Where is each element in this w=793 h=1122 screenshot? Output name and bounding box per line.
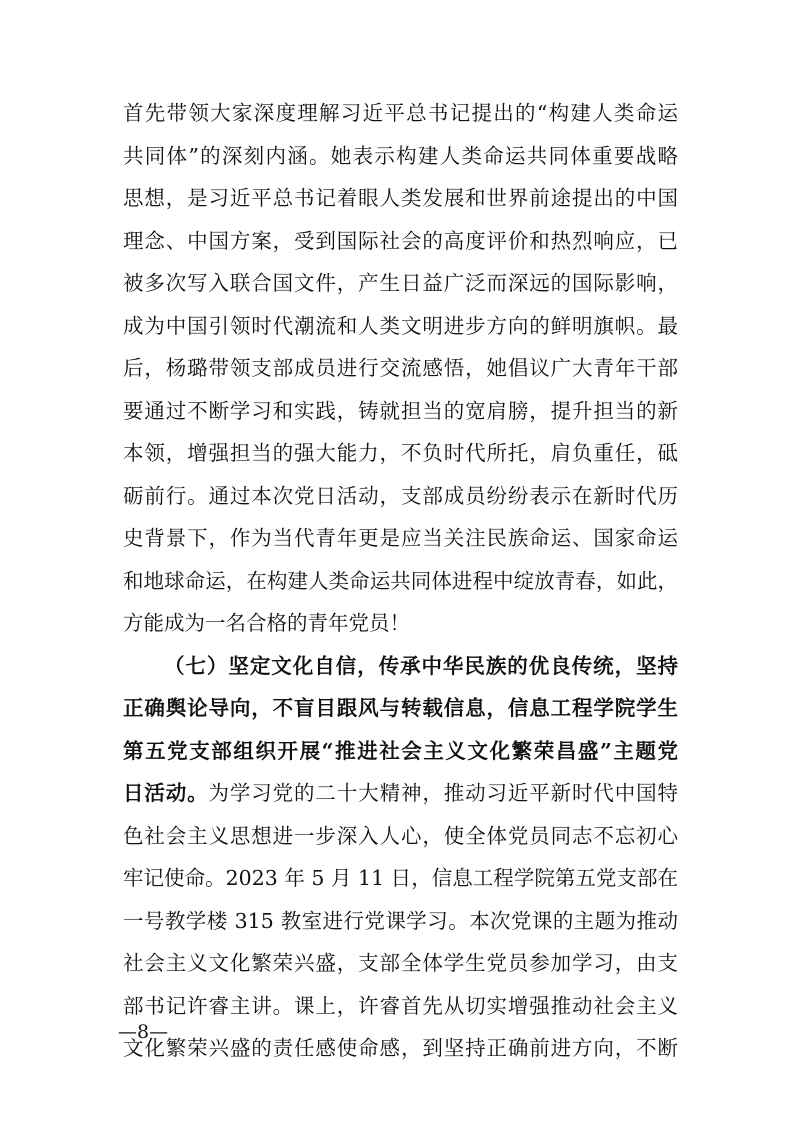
text-segment: 方能成为一名合格的青年党员！ <box>123 611 410 635</box>
text-line <box>123 730 678 773</box>
text-segment: 理念、中国方案，受到国际社会的高度评价和热烈响应，已 <box>123 228 678 253</box>
text-line <box>123 347 678 390</box>
text-line <box>123 857 678 900</box>
text-line <box>123 772 678 815</box>
text-line <box>123 220 678 263</box>
text-segment: 共同体”的深刻内涵。她表示构建人类命运共同体重要战略 <box>123 143 678 168</box>
text-line <box>123 560 678 603</box>
text-segment: 本领，增强担当的强大能力，不负时代所托，肩负重任，砥 <box>123 441 678 465</box>
page-number: —8— <box>118 1021 169 1043</box>
bold-text-segment: 正确舆论导向，不盲目跟风与转载信息，信息工程学院学生 <box>123 696 678 720</box>
text-line <box>123 1027 678 1070</box>
text-line <box>123 942 678 985</box>
text-segment: 被多次写入联合国文件，产生日益广泛而深远的国际影响， <box>123 271 678 295</box>
text-line <box>123 135 678 178</box>
text-line <box>123 985 678 1028</box>
text-segment: 色社会主义思想进一步深入人心，使全体党员同志不忘初心 <box>123 823 678 848</box>
text-segment: 要通过不断学习和实践，铸就担当的宽肩膀，提升担当的新 <box>123 398 678 423</box>
text-segment: 部书记许睿主讲。课上，许睿首先从切实增强推动社会主义 <box>123 993 678 1018</box>
bold-text-segment: 日活动。 <box>123 781 209 805</box>
text-line <box>123 687 678 730</box>
text-segment: 思想，是习近平总书记着眼人类发展和世界前途提出的中国 <box>123 186 678 210</box>
text-line <box>123 305 678 348</box>
text-segment: 文化繁荣兴盛的责任感使命感，到坚持正确前进方向，不断 <box>123 1036 678 1060</box>
text-line <box>123 645 678 688</box>
body-text <box>123 92 678 1070</box>
text-segment: 首先带领大家深度理解习近平总书记提出的“构建人类命运 <box>123 101 678 125</box>
text-line <box>123 262 678 305</box>
bold-text-segment: （七）坚定文化自信，传承中华民族的优良传统，坚持 <box>164 653 678 678</box>
text-segment: 社会主义文化繁荣兴盛，支部全体学生党员参加学习，由支 <box>123 951 678 975</box>
text-line <box>123 900 678 943</box>
text-segment: 和地球命运，在构建人类命运共同体进程中绽放青春，如此， <box>123 568 678 593</box>
bold-text-segment: 第五党支部组织开展“推进社会主义文化繁荣昌盛”主题党 <box>123 738 678 763</box>
text-segment: 为学习党的二十大精神，推动习近平新时代中国特 <box>208 781 678 805</box>
text-segment: 牢记使命。2023 年 5 月 11 日，信息工程学院第五党支部在 <box>123 866 678 890</box>
text-line <box>123 432 678 475</box>
text-segment: 后，杨璐带领支部成员进行交流感悟，她倡议广大青年干部 <box>123 356 678 380</box>
text-line <box>123 475 678 518</box>
text-segment: 一号教学楼 315 教室进行党课学习。本次党课的主题为推动 <box>123 908 678 933</box>
text-line <box>123 177 678 220</box>
text-segment: 砺前行。通过本次党日活动，支部成员纷纷表示在新时代历 <box>123 483 678 508</box>
text-segment: 成为中国引领时代潮流和人类文明进步方向的鲜明旗帜。最 <box>123 313 678 338</box>
text-line <box>123 815 678 858</box>
text-segment: 史背景下，作为当代青年更是应当关注民族命运、国家命运 <box>123 526 678 550</box>
text-line <box>123 390 678 433</box>
text-line <box>123 92 678 135</box>
text-line <box>123 517 678 560</box>
text-line <box>123 602 678 645</box>
